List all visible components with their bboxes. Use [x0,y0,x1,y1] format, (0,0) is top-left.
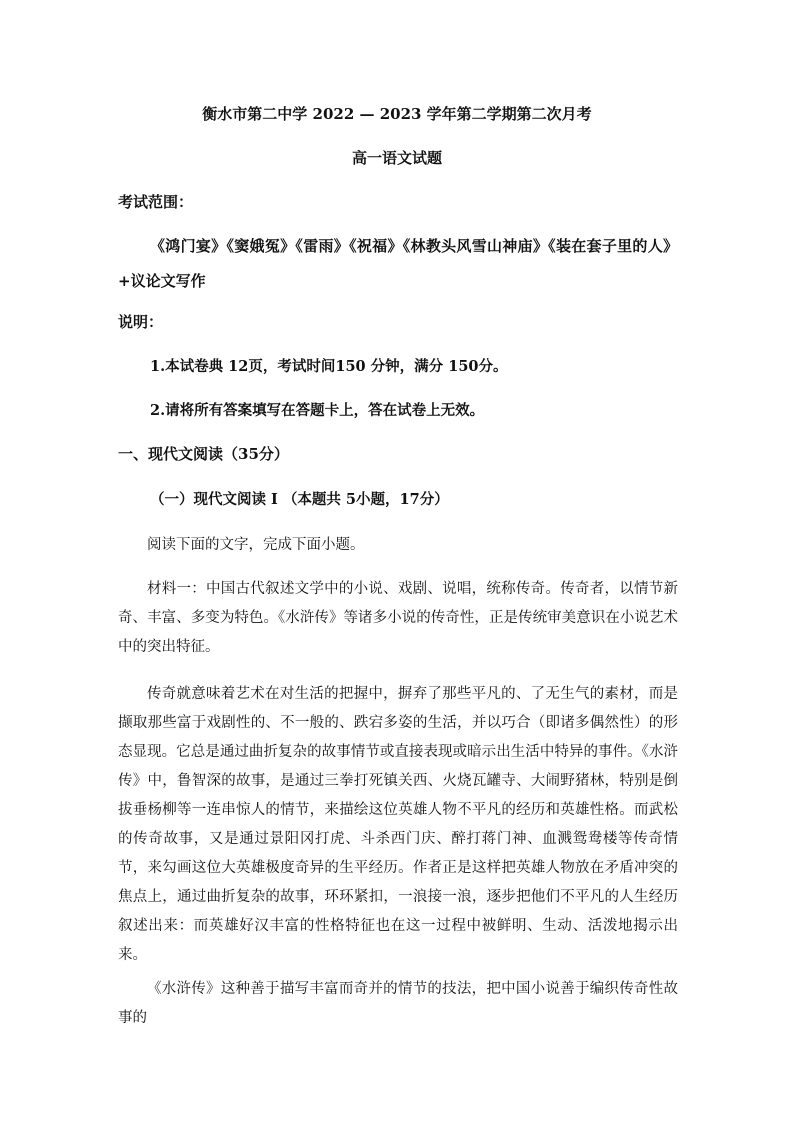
reading-directive: 阅读下面的文字，完成下面小题。 [147,537,365,553]
material-paragraph-2: 传奇就意味着艺术在对生活的把握中，摒弃了那些平凡的、了无生气的素材，而是撷取那些富于戏剧性的、不一般的、跌宕多姿的生活，并以巧合（即诸多偶然性）的形态显现。它总是通过曲折复杂的故事情节或直接表现或暗示出生活中特异的事件。《水浒传》中，鲁智深的故事，是通过三拳打死镇关西、火烧瓦罐寺、大闹野猪林，特别是倒拔垂杨柳等一连串惊人的情节，来描绘这位英雄人物不平凡的经历和英雄性格。而武松的传奇故事，又是通过景阳冈打虎、斗杀西门庆、醉打蒋门神、血溅鸳鸯楼等传奇情节，来勾画这位大英雄极度奇异的生平经历。作者正是这样把英雄人物放在矛盾冲突的焦点上，通过曲折复杂的故事，环环紧扣，一浪接一浪，逐步把他们不平凡的人生经历叙述出来：而英雄好汉丰富的性格特征也在这一过程中被鲜明、生动、活泼地揭示出来。 [118,686,678,963]
instructions-label: 说明： [118,313,164,331]
instruction-item-1: 1.本试卷典 12页，考试时间150 分钟，满分 150分。 [150,358,508,375]
section-heading: 一、现代文阅读（35分） [118,445,289,463]
scope-content: 《鸿门宴》《窦娥冤》《雷雨》《祝福》《林教头风雪山神庙》《装在套子里的人》+议论文写作 [118,237,678,290]
exam-title: 衡水市第二中学 2022 — 2023 学年第二学期第二次月考 [202,105,592,123]
material-paragraph-3: 《水浒传》这种善于描写丰富而奇并的情节的技法，把中国小说善于编织传奇性故事的 [118,981,678,1026]
exam-subtitle: 高一语文试题 [351,149,442,167]
instruction-item-2: 2.请将所有答案填写在答题卡上，答在试卷上无效。 [150,402,485,419]
scope-label: 考试范围： [118,193,194,211]
sub-section-heading: （一）现代文阅读 I （本题共 5小题，17分） [150,491,449,508]
material-paragraph-1: 材料一：中国古代叙述文学中的小说、戏剧、说唱，统称传奇。传奇者，以情节新奇、丰富、多变为特色。《水浒传》等诸多小说的传奇性，正是传统审美意识在小说艺术中的突出特征。 [118,581,678,655]
